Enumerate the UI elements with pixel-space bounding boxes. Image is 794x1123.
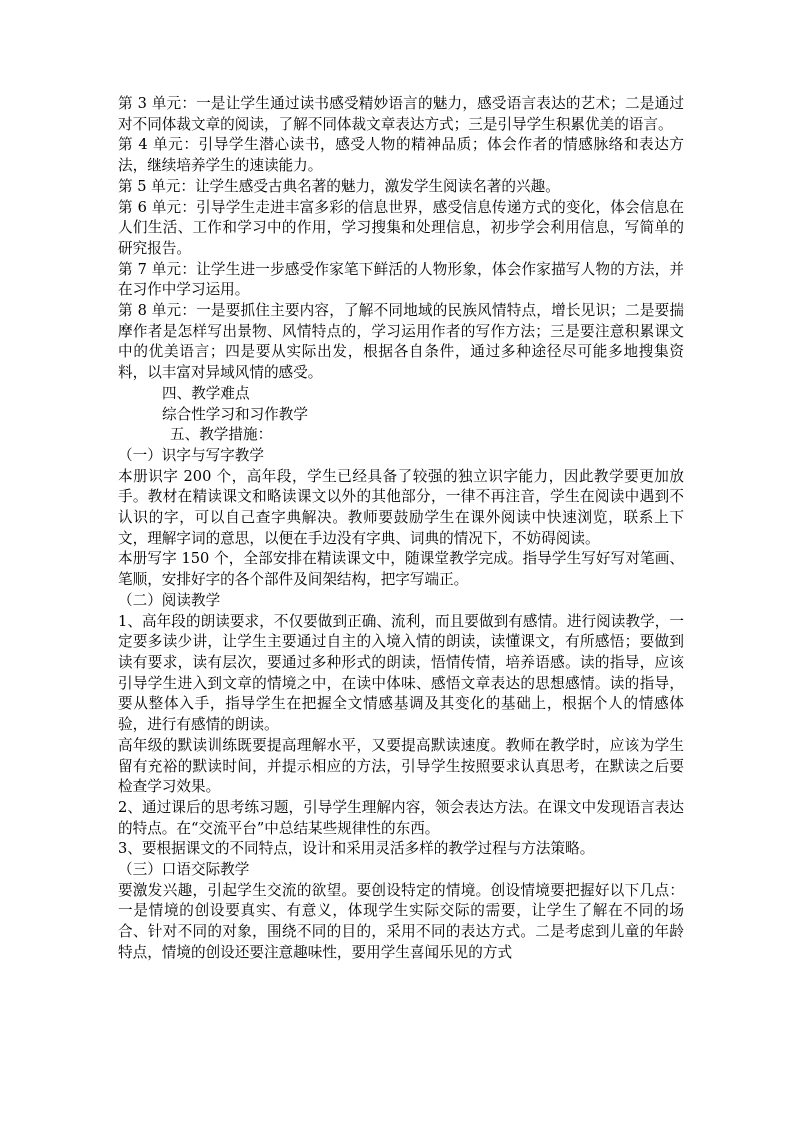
subheading-reading: （二）阅读教学 — [118, 591, 221, 609]
unit-6-paragraph: 第 6 单元：引导学生走进丰富多彩的信息世界，感受信息传递方式的变化，体会信息在人们生活、工作和学习中的作用，学习搜集和处理信息，初步学会利用信息，写简单的研究报告。 — [118, 198, 684, 257]
unit-5-paragraph: 第 5 单元：让学生感受古典名著的魅力，激发学生阅读名著的兴趣。 — [118, 177, 560, 195]
unit-3-paragraph: 第 3 单元：一是让学生通过读书感受精妙语言的魅力，感受语言表达的艺术；二是通过对不同体裁文章的阅读，了解不同体裁文章表达方式；三是引导学生积累优美的语言。 — [118, 95, 684, 133]
section-heading-measures: 五、教学措施： — [170, 426, 273, 444]
literacy-paragraph-1: 本册识字 200 个，高年段，学生已经具备了较强的独立识字能力，因此教学要更加放手。教材在精读课文和略读课文以外的其他部分，一律不再注音，学生在阅读中遇到不认识的字，可以自己查字典解决。教师要鼓励学生在课外阅读中快速浏览，联系上下文，理解字词的意思，以便在手边没有字典、词典的情况下，不妨碍阅读。 — [118, 467, 684, 547]
reading-paragraph-3: 2、通过课后的思考练习题，引导学生理解内容，领会表达方法。在课文中发现语言表达的特点。在“交流平台”中总结某些规律性的东西。 — [118, 798, 684, 837]
oral-paragraph-1: 要激发兴趣，引起学生交流的欲望。要创设特定的情境。创设情境要把握好以下几点：一是情境的创设要真实、有意义，体现学生实际交际的需要，让学生了解在不同的场合、针对不同的对象，围绕不同的目的，采用不同的表达方式。二是考虑到儿童的年龄特点，情境的创设还要注意趣味性，要用学生喜闻乐见的方式 — [118, 881, 684, 961]
unit-7-paragraph: 第 7 单元：让学生进一步感受作家笔下鲜活的人物形象，体会作家描写人物的方法，并在习作中学习运用。 — [118, 260, 684, 299]
difficulties-text: 综合性学习和习作教学 — [162, 405, 308, 423]
reading-paragraph-4: 3、要根据课文的不同特点，设计和采用灵活多样的教学过程与方法策略。 — [118, 840, 595, 858]
subheading-literacy: （一）识字与写字教学 — [118, 446, 264, 464]
literacy-paragraph-2: 本册写字 150 个，全部安排在精读课文中，随课堂教学完成。指导学生写好写对笔画、笔顺，安排好字的各个部件及间架结构，把字写端正。 — [118, 550, 684, 589]
unit-8-paragraph: 第 8 单元：一是要抓住主要内容，了解不同地域的民族风情特点，增长见识；二是要揣摩作者是怎样写出景物、风情特点的，学习运用作者的写作方法；三是要注意积累课文中的优美语言；四是要从实际出发，根据各自条件，通过多种途径尽可能多地搜集资料，以丰富对异域风情的感受。 — [118, 302, 684, 382]
document-page — [118, 94, 684, 964]
reading-paragraph-2: 高年级的默读训练既要提高理解水平，又要提高默读速度。教师在教学时，应该为学生留有充裕的默读时间，并提示相应的方法，引导学生按照要求认真思考，在默读之后要检查学习效果。 — [118, 736, 684, 796]
section-heading-difficulties: 四、教学难点 — [162, 384, 250, 402]
reading-paragraph-1: 1、高年段的朗读要求，不仅要做到正确、流利，而且要做到有感情。进行阅读教学，一定要多读少讲，让学生主要通过自主的入境入情的朗读，读懂课文，有所感悟；要做到读有要求，读有层次，要通过多种形式的朗读，悟情传情，培养语感。读的指导，应该引导学生进入到文章的情境之中，在读中体味、感悟文章表达的思想感情。读的指导，要从整体入手，指导学生在把握全文情感基调及其变化的基础上，根据个人的情感体验，进行有感情的朗读。 — [118, 612, 684, 734]
unit-4-paragraph: 第 4 单元：引导学生潜心读书，感受人物的精神品质；体会作者的情感脉络和表达方法，继续培养学生的速读能力。 — [118, 136, 684, 175]
subheading-oral: （三）口语交际教学 — [118, 861, 250, 879]
